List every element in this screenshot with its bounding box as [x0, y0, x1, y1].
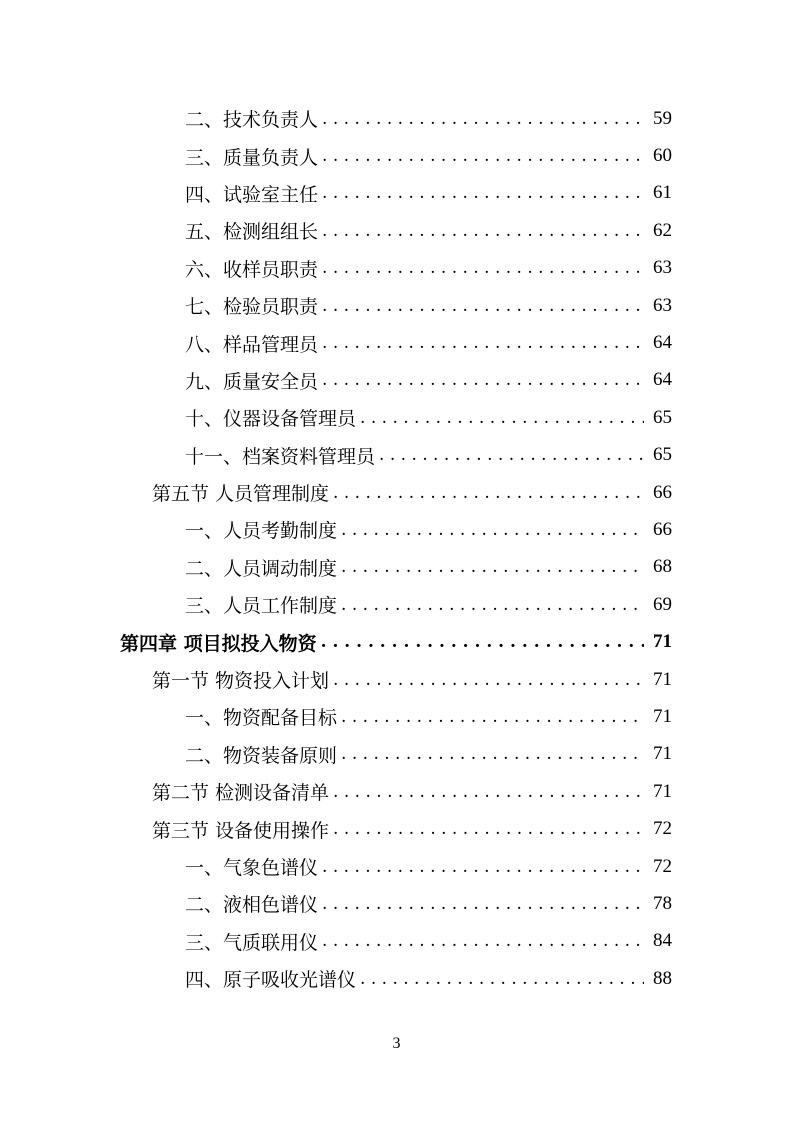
- toc-entry-item[interactable]: [0, 399, 793, 436]
- toc-entry-page-number: 63: [653, 294, 672, 316]
- toc-entry-label: 二、物资装备原则: [185, 744, 338, 767]
- toc-entry-label: 第二节 检测设备清单: [152, 782, 330, 805]
- toc-entry-section[interactable]: [0, 661, 793, 698]
- toc-entry-label: 第五节 人员管理制度: [152, 483, 330, 506]
- toc-dot-leader: [322, 296, 644, 316]
- toc-entry-page-number: 71: [653, 743, 672, 765]
- toc-dot-leader: [322, 221, 644, 241]
- toc-entry-label: 二、技术负责人: [185, 109, 319, 132]
- toc-entry-section[interactable]: [0, 773, 793, 810]
- toc-dot-leader: [379, 445, 644, 465]
- toc-entry-page-number: 62: [653, 219, 672, 241]
- toc-entry-label: 一、人员考勤制度: [185, 520, 338, 543]
- toc-entry-item[interactable]: [0, 511, 793, 548]
- toc-entry-label: 六、收样员职责: [185, 258, 319, 281]
- toc-entry-page-number: 65: [653, 444, 672, 466]
- toc-entry-page-number: 63: [653, 257, 672, 279]
- toc-dot-leader: [322, 894, 644, 914]
- toc-entry-chapter[interactable]: [0, 623, 793, 660]
- toc-entry-item[interactable]: [0, 698, 793, 735]
- toc-dot-leader: [322, 333, 644, 353]
- toc-entry-item[interactable]: [0, 100, 793, 137]
- toc-entry-label: 第一节 物资投入计划: [152, 670, 330, 693]
- toc-entry-label: 七、检验员职责: [185, 296, 319, 319]
- toc-dot-leader: [322, 183, 644, 203]
- toc-entry-item[interactable]: [0, 250, 793, 287]
- toc-entry-label: 十、仪器设备管理员: [185, 408, 357, 431]
- toc-entry-label: 四、试验室主任: [185, 183, 319, 206]
- toc-dot-leader: [360, 969, 644, 989]
- toc-entry-label: 一、气象色谱仪: [185, 857, 319, 879]
- toc-entry-page-number: 68: [653, 556, 672, 578]
- toc-entry-page-number: 60: [653, 145, 672, 167]
- toc-entry-label: 二、液相色谱仪: [185, 894, 319, 917]
- toc-entry-label: 八、样品管理员: [185, 333, 319, 356]
- toc-entry-page-number: 71: [653, 705, 672, 727]
- toc-entry-page-number: 66: [653, 481, 672, 503]
- toc-entry-item[interactable]: [0, 324, 793, 361]
- toc-dot-leader: [322, 146, 644, 166]
- toc-entry-item[interactable]: [0, 923, 793, 960]
- toc-entry-page-number: 65: [653, 406, 672, 428]
- toc-entry-page-number: 84: [653, 930, 672, 952]
- toc-entry-item[interactable]: [0, 175, 793, 212]
- toc-entry-item[interactable]: [0, 437, 793, 474]
- toc-entry-label: 三、气质联用仪: [185, 931, 319, 954]
- toc-entry-label: 十一、档案资料管理员: [185, 445, 376, 468]
- toc-dot-leader: [333, 483, 644, 503]
- toc-entry-item[interactable]: [0, 848, 793, 885]
- toc-entry-page-number: 64: [653, 332, 672, 354]
- toc-entry-page-number: 71: [653, 668, 672, 690]
- toc-entry-label: 二、人员调动制度: [185, 557, 338, 580]
- toc-entry-label: 四、原子吸收光谱仪: [185, 969, 357, 992]
- toc-entry-label: 三、质量负责人: [185, 146, 319, 169]
- toc-dot-leader: [322, 931, 644, 951]
- toc-entry-item[interactable]: [0, 362, 793, 399]
- toc-entry-page-number: 69: [653, 593, 672, 615]
- toc-dot-leader: [321, 632, 644, 652]
- toc-entry-item[interactable]: [0, 287, 793, 324]
- toc-entry-page-number: 72: [653, 855, 672, 877]
- toc-dot-leader: [322, 258, 644, 278]
- toc-entry-page-number: 61: [653, 182, 672, 204]
- toc-entry-page-number: 66: [653, 518, 672, 540]
- toc-dot-leader: [341, 520, 644, 540]
- toc-dot-leader: [333, 819, 644, 839]
- toc-entry-label: 第四章 项目拟投入物资: [120, 632, 317, 655]
- toc-dot-leader: [333, 670, 644, 690]
- toc-entry-page-number: 64: [653, 369, 672, 391]
- toc-entry-page-number: 71: [653, 780, 672, 802]
- toc-dot-leader: [341, 557, 644, 577]
- toc-entry-label: 五、检测组组长: [185, 221, 319, 244]
- toc-dot-leader: [322, 857, 644, 877]
- toc-entry-section[interactable]: [0, 810, 793, 847]
- toc-entry-section[interactable]: [0, 474, 793, 511]
- toc-entry-page-number: 59: [653, 107, 672, 129]
- toc-dot-leader: [341, 707, 644, 727]
- toc-entry-item[interactable]: [0, 212, 793, 249]
- toc-entry-item[interactable]: [0, 885, 793, 922]
- toc-entry-item[interactable]: [0, 549, 793, 586]
- toc-entry-item[interactable]: [0, 736, 793, 773]
- toc-dot-leader: [322, 109, 644, 129]
- toc-entry-item[interactable]: [0, 586, 793, 623]
- toc-dot-leader: [322, 370, 644, 390]
- toc-dot-leader: [333, 782, 644, 802]
- toc-entry-page-number: 72: [653, 818, 672, 840]
- toc-entry-item[interactable]: [0, 137, 793, 174]
- toc-entry-page-number: 88: [653, 967, 672, 989]
- toc-entry-label: 一、物资配备目标: [185, 707, 338, 730]
- table-of-contents: [0, 100, 793, 997]
- toc-entry-label: 第三节 设备使用操作: [152, 819, 330, 842]
- toc-dot-leader: [360, 408, 644, 428]
- toc-entry-page-number: 71: [653, 631, 672, 653]
- toc-dot-leader: [341, 744, 644, 764]
- toc-entry-item[interactable]: [0, 960, 793, 997]
- toc-dot-leader: [341, 595, 644, 615]
- toc-entry-label: 三、人员工作制度: [185, 595, 338, 618]
- page-number: 3: [392, 1035, 401, 1052]
- toc-entry-label: 九、质量安全员: [185, 370, 319, 393]
- toc-entry-page-number: 78: [653, 892, 672, 914]
